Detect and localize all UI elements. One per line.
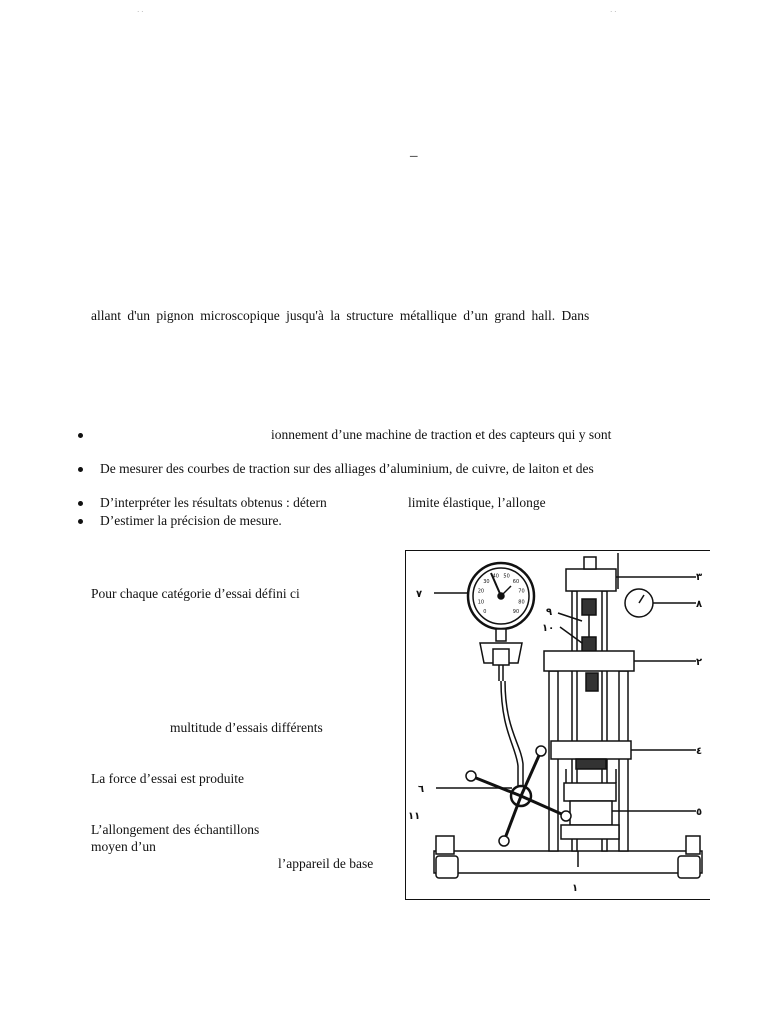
bullet-1-text: ionnement d’une machine de traction et des capteurs qui y sont (271, 427, 612, 442)
bullet-dot (78, 519, 83, 524)
gauge-tick-label: 10 (477, 599, 485, 606)
bullet-dot (78, 433, 83, 438)
figure-label-5: ٥ (696, 807, 703, 818)
bullet-3-tail: limite élastique, l’allonge (408, 495, 546, 510)
bullet-2-text: De mesurer des courbes de traction sur des alliages d’aluminium, de cuivre, de laiton et des (100, 461, 594, 476)
figure-label-10: ١٠ (542, 623, 555, 634)
gauge-tick-label: 50 (503, 573, 510, 580)
bullet-4-text: D’estimer la précision de mesure. (100, 513, 282, 528)
gauge-tick-label: 90 (512, 608, 520, 615)
header-right-mark: · · (610, 8, 617, 16)
figure-label-1: ١ (572, 883, 579, 894)
paragraph-1: Pour chaque catégorie d’essai défini ci (91, 586, 300, 601)
gauge-tick-label: 70 (518, 588, 525, 595)
gauge-tick-label: 60 (512, 579, 520, 586)
paragraph-3: La force d’essai est produite (91, 771, 244, 786)
gauge-tick-label: 80 (518, 599, 525, 606)
paragraph-2: multitude d’essais différents (170, 720, 323, 735)
paragraph-4a: L’allongement des échantillons (91, 822, 260, 837)
figure-label-11: ١١ (408, 811, 421, 822)
figure-label-4: ٤ (696, 746, 703, 757)
figure-label-8: ٨ (696, 599, 703, 610)
traction-machine-figure (405, 550, 710, 900)
title-dash: – (410, 148, 418, 164)
bullet-3-text: D’interpréter les résultats obtenus : détern (100, 495, 327, 510)
gauge-tick-label: 30 (483, 579, 490, 586)
bullet-dot (78, 501, 83, 506)
figure-label-9: ٩ (546, 607, 553, 618)
header-left-mark: · · (137, 8, 144, 16)
paragraph-4b: moyen d’un (91, 839, 156, 854)
figure-label-2: ٢ (696, 657, 703, 668)
gauge-tick-label: 0 (483, 608, 487, 615)
bullet-dot (78, 467, 83, 472)
gauge-tick-label: 40 (492, 573, 499, 580)
figure-label-7: ٧ (416, 589, 423, 600)
figure-label-3: ٣ (696, 572, 703, 583)
paragraph-4c: l’appareil de base (278, 856, 374, 871)
gauge-tick-label: 20 (477, 588, 485, 595)
figure-label-6: ٦ (418, 784, 425, 795)
traction-machine-drawing (406, 551, 710, 899)
intro-line: allant d'un pignon microscopique jusqu'à la structure métallique d’un grand hall. Dans (91, 308, 590, 323)
